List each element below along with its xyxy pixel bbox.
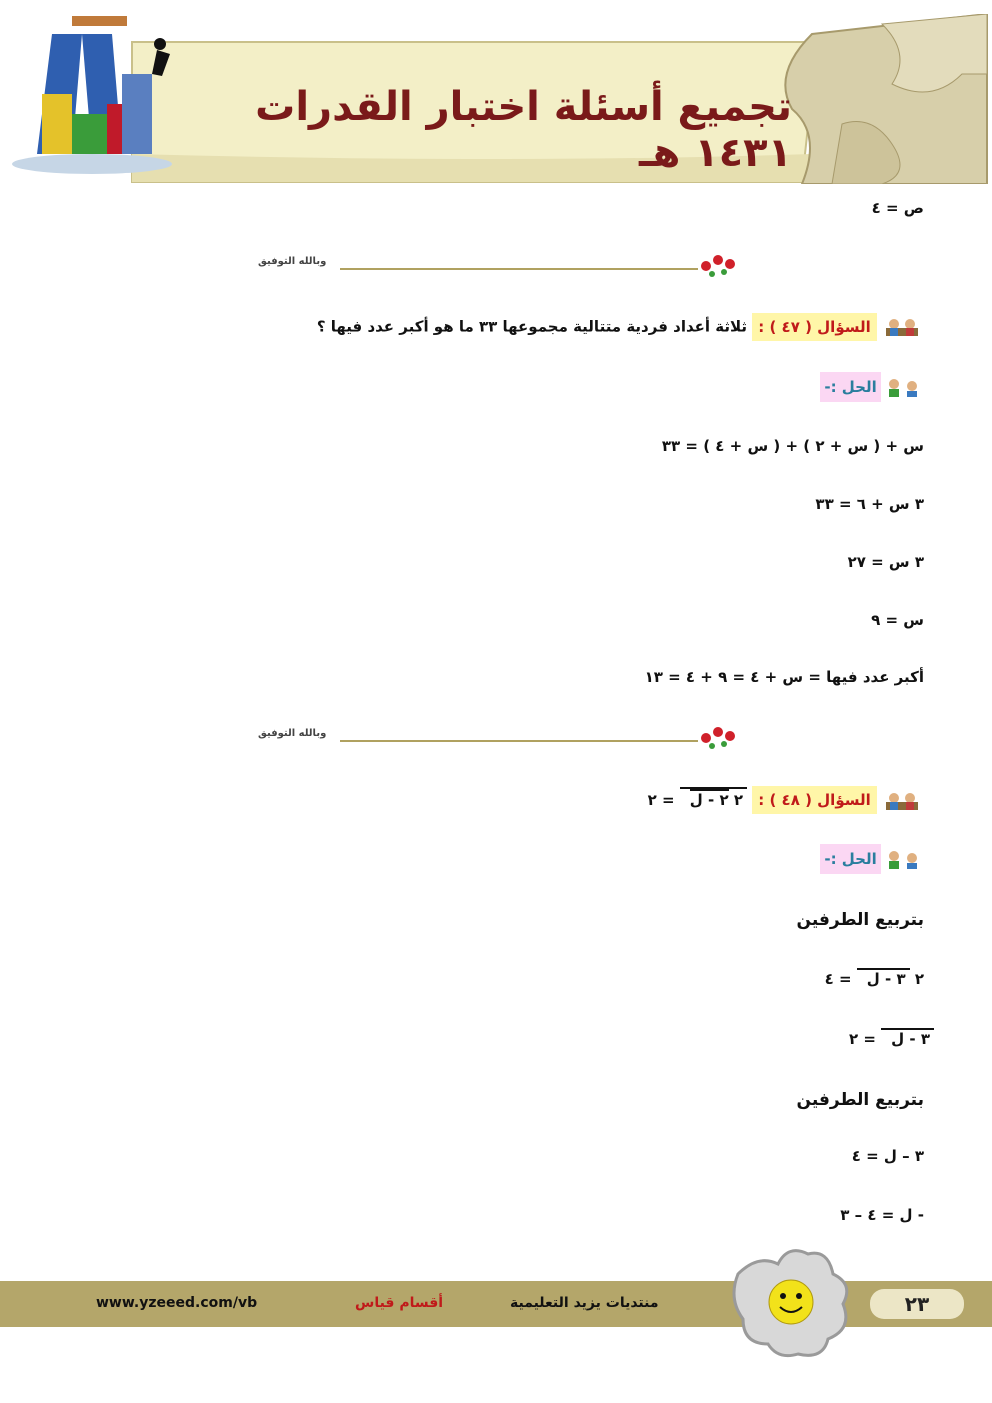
solution-47-header	[820, 376, 922, 398]
solution-48-step-1	[825, 968, 924, 988]
solution-47-step-2: ٣ س + ٦ = ٣٣	[815, 495, 924, 513]
separator-text: وبالله التوفيق	[258, 728, 327, 739]
equation-rest: = ٢	[848, 1030, 876, 1048]
radical	[881, 1028, 934, 1048]
letter-a-blocks-icon	[12, 16, 172, 174]
page-number: ٢٣	[870, 1289, 964, 1319]
flowers-icon	[701, 255, 735, 277]
solution-48-step-3: ٣ – ل = ٤	[851, 1147, 924, 1165]
radical	[857, 968, 910, 988]
square-both-sides: بتربيع الطرفين	[796, 910, 924, 930]
solution-48-step-4: - ل = ٤ – ٣	[840, 1206, 924, 1224]
coefficient: ٢	[914, 970, 924, 988]
puzzle-pieces-icon	[785, 14, 987, 184]
solution-48-label: الحل :-	[820, 844, 880, 874]
smiley-puzzle-icon	[728, 1244, 854, 1360]
solution-47-label: الحل :-	[820, 372, 880, 402]
question-47-text: ثلاثة أعداد فردية متتالية مجموعها ٣٣ ما هو أكبر عدد فيها ؟	[316, 317, 747, 336]
equation-rest: = ٢	[647, 791, 675, 809]
question-48-label: السؤال ( ٤٨ ) :	[752, 786, 877, 814]
radicand: ٣ - ل	[866, 970, 906, 988]
separator-text: وبالله التوفيق	[258, 256, 327, 267]
solution-48-step-2	[849, 1028, 934, 1048]
students-icon	[886, 848, 922, 870]
solution-47-step-1: س + ( س + ٢ ) + ( س + ٤ ) = ٣٣	[661, 437, 924, 455]
question-47-label: السؤال ( ٤٧ ) :	[752, 313, 877, 341]
radicand: ٢ - ل	[689, 791, 729, 809]
students-icon	[886, 376, 922, 398]
equation-rest: = ٤	[824, 970, 852, 988]
separator	[258, 724, 738, 754]
footer-section: أقسام قياس	[355, 1295, 444, 1311]
solution-47-step-4: س = ٩	[871, 611, 924, 629]
solution-47-step-3: ٣ س = ٢٧	[847, 553, 924, 571]
radical	[680, 787, 747, 809]
question-48-equation	[648, 791, 747, 809]
header-title: تجميع أسئلة اختبار القدرات ١٤٣١ هـ	[255, 84, 792, 176]
solution-48-header	[820, 848, 922, 870]
question-47	[317, 316, 922, 338]
students-icon	[882, 316, 922, 338]
footer-url[interactable]: www.yzeeed.com/vb	[96, 1295, 258, 1311]
header-banner	[12, 14, 992, 184]
equation-line: ص = ٤	[871, 199, 924, 217]
solution-47-step-5: أكبر عدد فيها = س + ٤ = ٩ + ٤ = ١٣	[644, 668, 924, 686]
footer-forum: منتديات يزيد التعليمية	[510, 1295, 659, 1311]
separator	[258, 252, 738, 282]
flowers-icon	[701, 727, 735, 749]
question-48	[648, 787, 922, 812]
students-icon	[882, 790, 922, 812]
square-both-sides: بتربيع الطرفين	[796, 1090, 924, 1110]
radicand: ٣ - ل	[891, 1030, 930, 1048]
root-index: ٢	[733, 791, 743, 809]
